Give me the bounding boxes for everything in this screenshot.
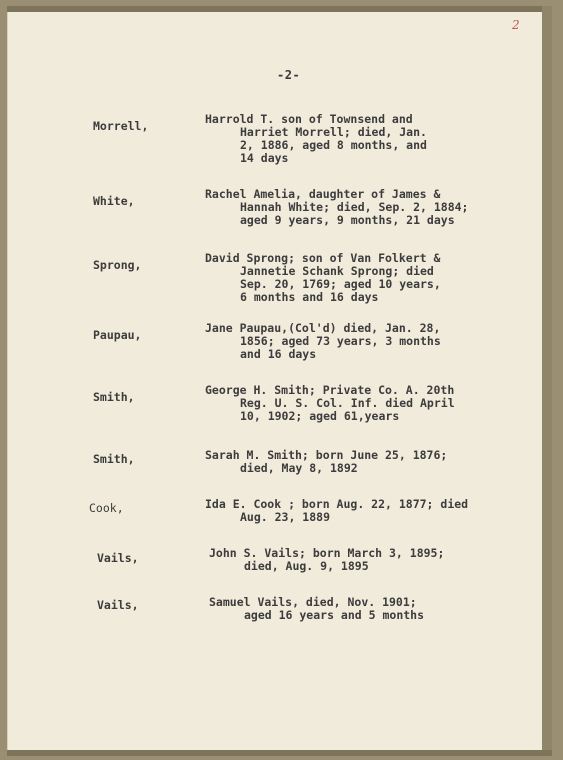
entry-surname: Morrell, — [93, 119, 149, 133]
entry-text-line: Sep. 20, 1769; aged 10 years, — [240, 277, 441, 291]
entry-surname: Sprong, — [93, 258, 142, 272]
entry-text-line: Rachel Amelia, daughter of James & — [205, 187, 441, 201]
entry-text-line: Samuel Vails, died, Nov. 1901; — [209, 595, 417, 609]
entry-text-line: Harriet Morrell; died, Jan. — [240, 125, 427, 139]
entry-text-line: Sarah M. Smith; born June 25, 1876; — [205, 448, 448, 462]
entry-text-line: died, Aug. 9, 1895 — [244, 559, 369, 573]
entry-surname: Smith, — [93, 452, 135, 466]
entry-surname: Cook, — [89, 501, 124, 515]
entry-text-line: Reg. U. S. Col. Inf. died April — [240, 396, 455, 410]
entry-surname: Vails, — [97, 598, 139, 612]
entry-text-line: Harrold T. son of Townsend and — [205, 112, 413, 126]
entry-surname: White, — [93, 194, 135, 208]
entry-text-line: 1856; aged 73 years, 3 months — [240, 334, 441, 348]
handwritten-page-mark: 2 — [512, 18, 520, 32]
entry-text-line: John S. Vails; born March 3, 1895; — [209, 546, 445, 560]
entry-text-line: Jane Paupau,(Col'd) died, Jan. 28, — [205, 321, 441, 335]
entry-text-line: 6 months and 16 days — [240, 290, 379, 304]
entry-text-line: George H. Smith; Private Co. A. 20th — [205, 383, 455, 397]
entry-text-line: Aug. 23, 1889 — [240, 510, 331, 524]
entry-text-line: aged 9 years, 9 months, 21 days — [240, 213, 455, 227]
entry-text-line: David Sprong; son of Van Folkert & — [205, 251, 441, 265]
entry-text-line: Jannetie Schank Sprong; died — [240, 264, 434, 278]
page-right-edge — [542, 6, 552, 756]
entry-text-line: and 16 days — [240, 347, 317, 361]
entry-surname: Paupau, — [93, 328, 142, 342]
entry-text-line: 2, 1886, aged 8 months, and — [240, 138, 427, 152]
entry-text-line: Hannah White; died, Sep. 2, 1884; — [240, 200, 469, 214]
page-bottom-edge — [7, 750, 552, 756]
entry-text-line: died, May 8, 1892 — [240, 461, 358, 475]
entry-surname: Smith, — [93, 390, 135, 404]
page-top-edge — [7, 6, 552, 12]
document-page — [7, 6, 552, 756]
page-number: -2- — [277, 68, 301, 82]
entry-text-line: 14 days — [240, 151, 289, 165]
entry-text-line: aged 16 years and 5 months — [244, 608, 425, 622]
entry-text-line: 10, 1902; aged 61,years — [240, 409, 400, 423]
entry-surname: Vails, — [97, 551, 139, 565]
entry-text-line: Ida E. Cook ; born Aug. 22, 1877; died — [205, 497, 469, 511]
